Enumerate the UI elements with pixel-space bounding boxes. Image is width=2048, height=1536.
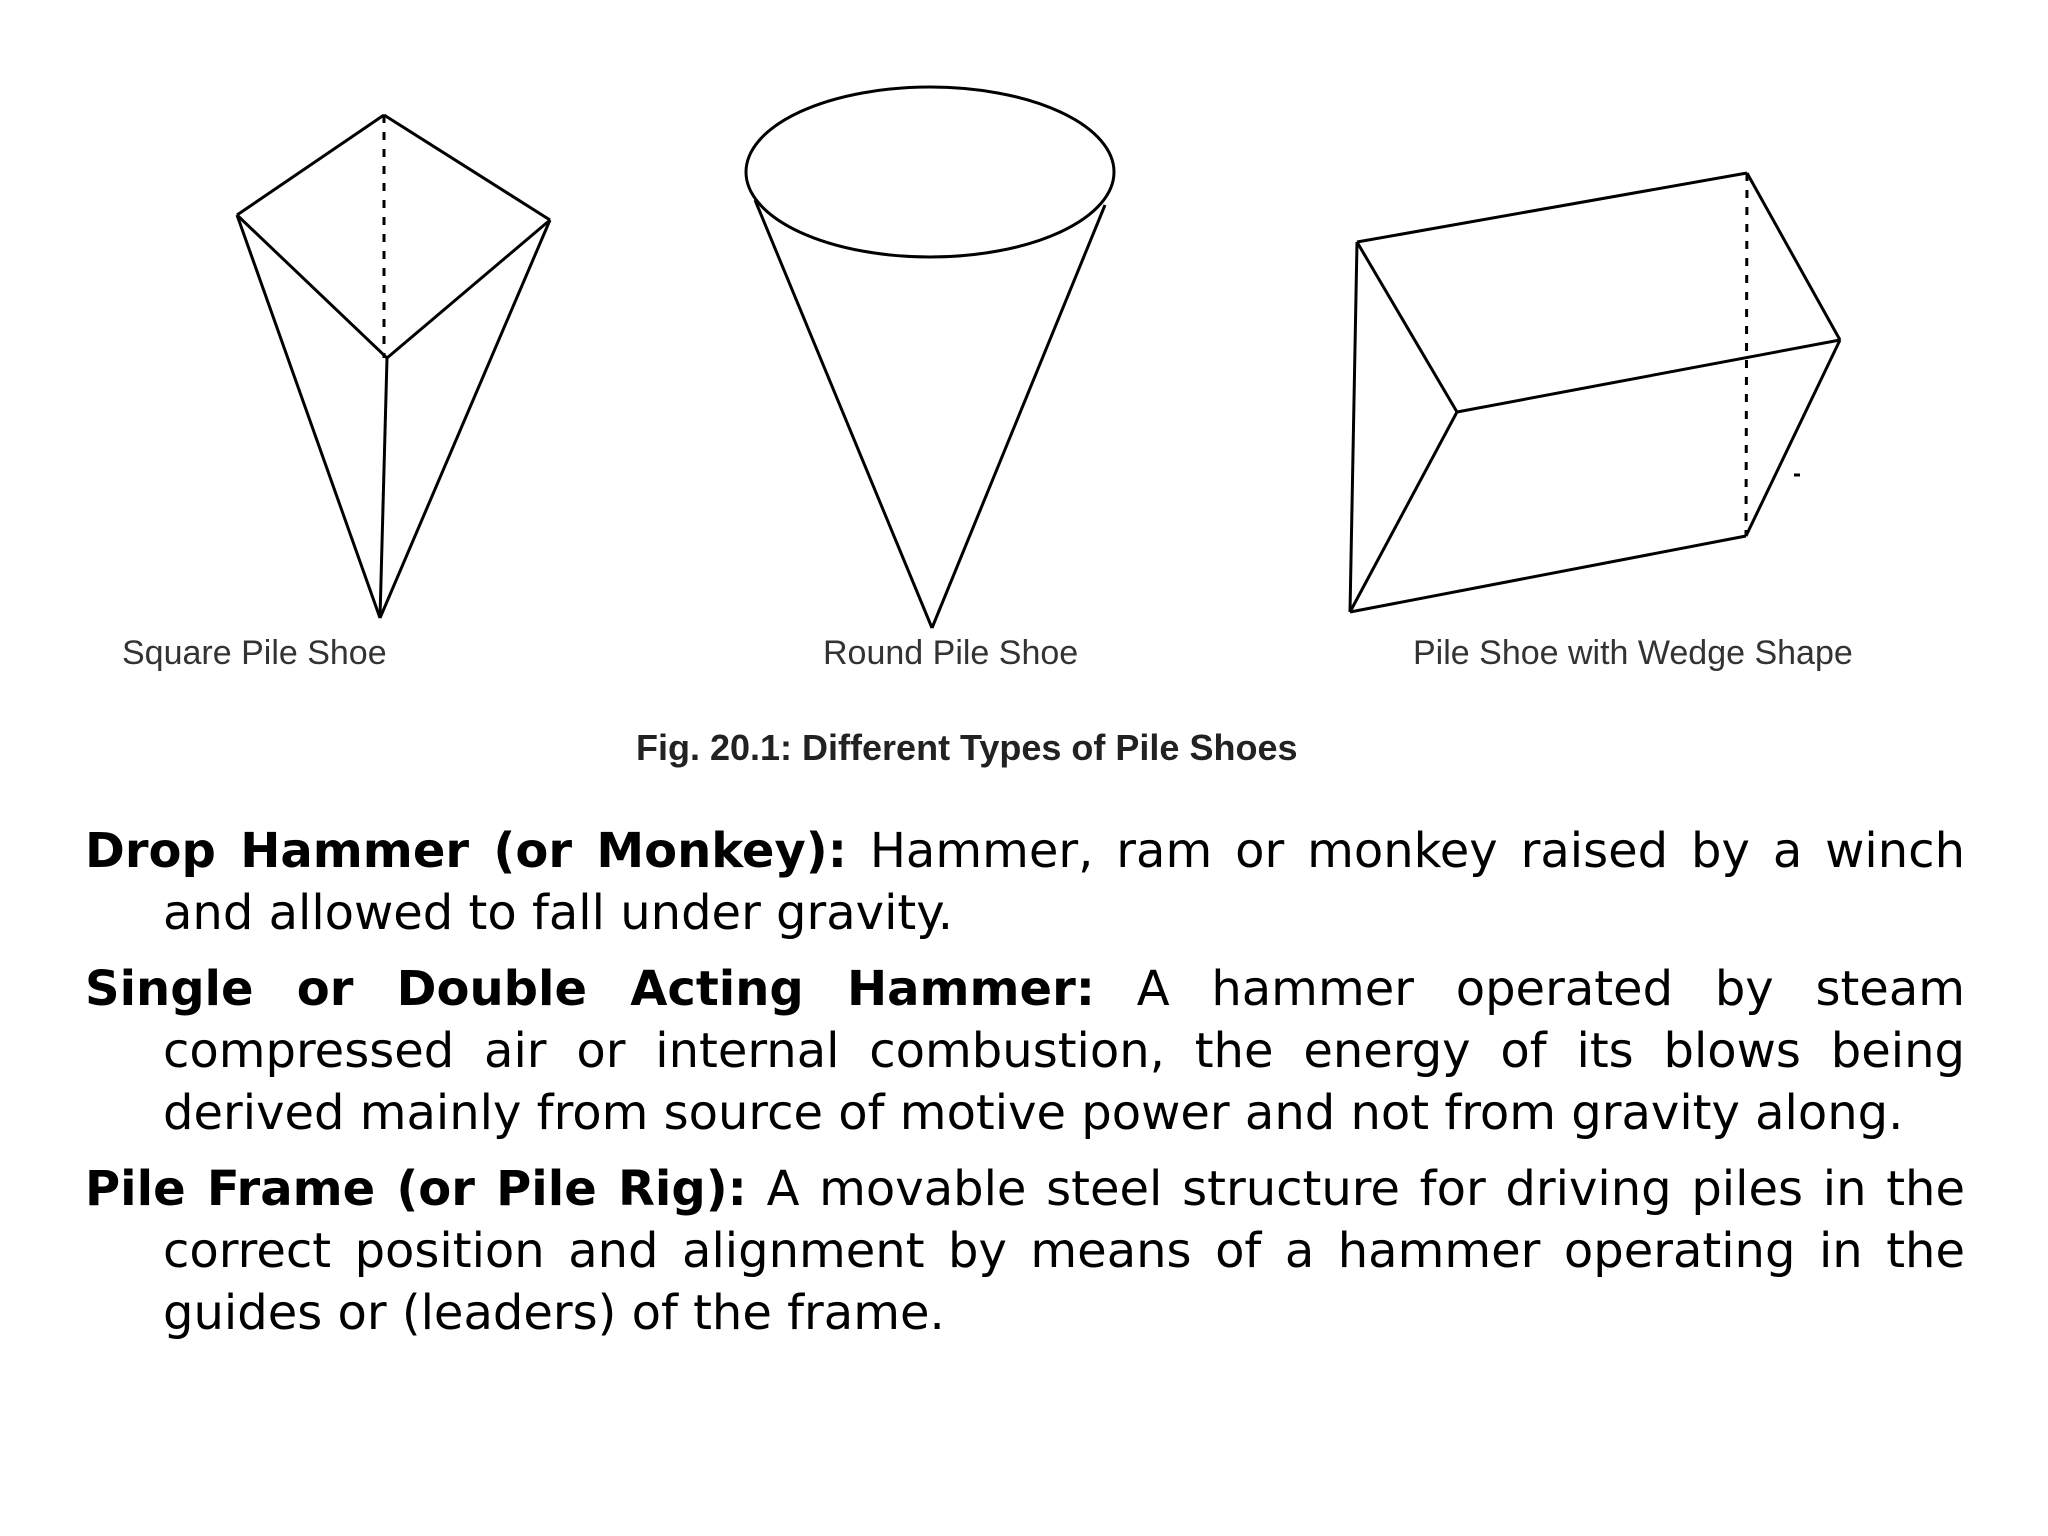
- wedge-pile-shoe-label: Pile Shoe with Wedge Shape: [1413, 634, 1853, 672]
- wedge-pile-shoe-drawing: [1350, 173, 1840, 612]
- definition-text: A movable steel structure for driving piles in the correct position and alignment by means of a hammer operating in the guides or (leaders) of the frame.: [163, 1161, 1965, 1341]
- figure-caption: Fig. 20.1: Different Types of Pile Shoes: [636, 727, 1298, 768]
- definition-pile-frame: [85, 1158, 1965, 1344]
- definitions-list: [85, 820, 1965, 1358]
- definition-drop-hammer: [85, 820, 1965, 944]
- definition-term: Pile Frame (or Pile Rig):: [85, 1161, 747, 1217]
- square-pile-shoe-drawing: [237, 115, 550, 618]
- definition-term: Drop Hammer (or Monkey):: [85, 823, 847, 879]
- definition-acting-hammer: [85, 958, 1965, 1144]
- definition-text: A hammer operated by steam compressed air or internal combustion, the energy of its blows being derived mainly from source of motive power and not from gravity along.: [163, 961, 1965, 1141]
- definition-term: Single or Double Acting Hammer:: [85, 961, 1095, 1017]
- round-pile-shoe-label: Round Pile Shoe: [823, 634, 1079, 672]
- square-pile-shoe-label: Square Pile Shoe: [122, 634, 387, 672]
- definition-text: Hammer, ram or monkey raised by a winch and allowed to fall under gravity.: [163, 823, 1965, 941]
- round-pile-shoe-drawing: [746, 87, 1114, 628]
